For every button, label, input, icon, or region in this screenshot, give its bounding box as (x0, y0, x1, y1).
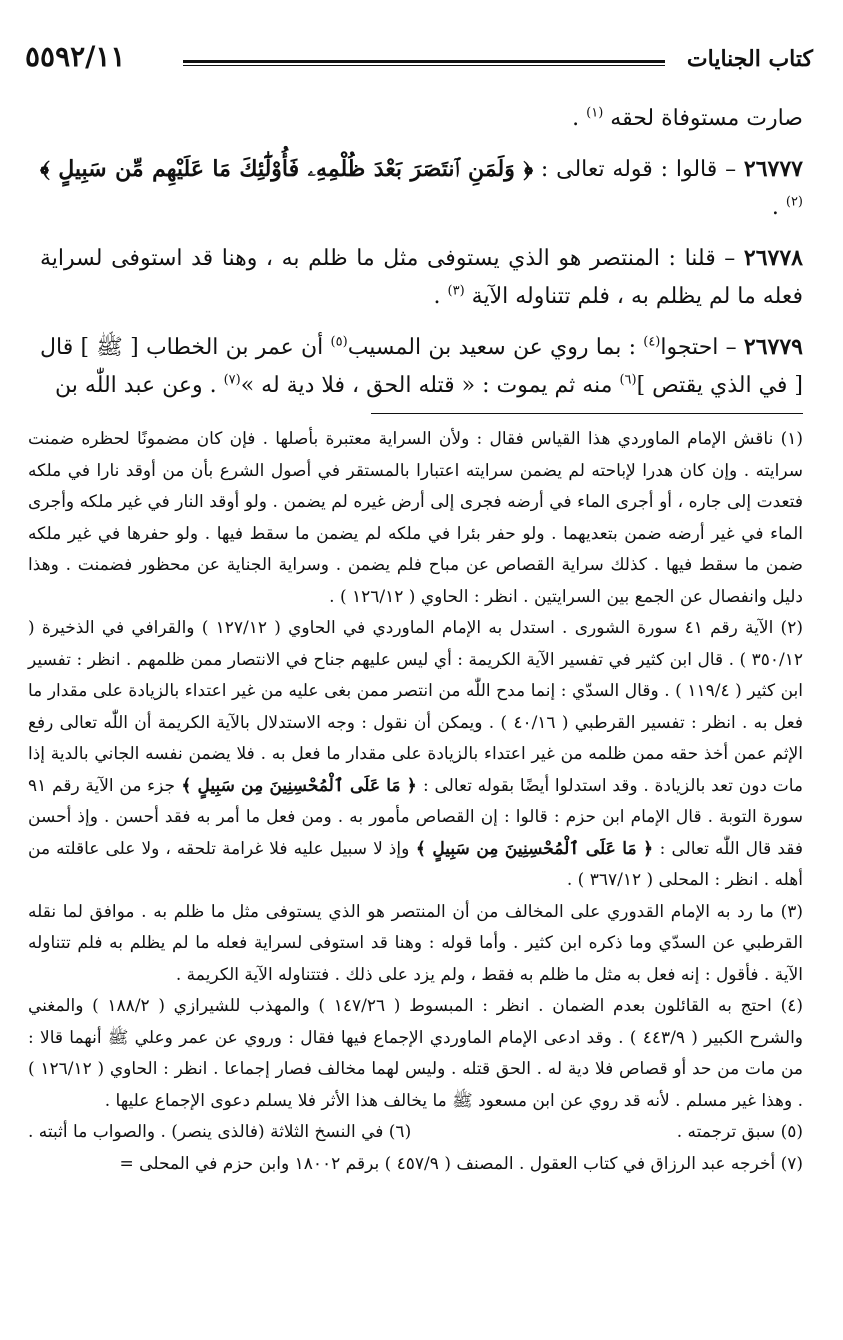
quran-verse: ﴿ مَا عَلَى ٱلْمُحْسِنِينَ مِن سَبِيلٍ ﴾ (175, 775, 423, 796)
paragraph-continuation: صارت مستوفاة لحقه $^{(١)}$ . (572, 105, 803, 131)
quran-verse: ﴿ وَلَمَنِ ٱنتَصَرَ بَعْدَ ظُلْمِهِۦ فَأُوْلَٰٓئِكَ مَا عَلَيْهِم مِّن سَبِيلٍ ﴾ (40, 156, 534, 182)
footnote-2: (٢) الآية رقم ٤١ سورة الشورى . استدل به الإمام الماوردي في الحاوي ( ١٢٧/١٢ ) والقرافي في الذخيرة ( ٣٥٠/١٢ ) . قال ابن كثير في تفسير الآية الكريمة : أي ليس عليهم جناح في الانتصار ممن ظلمهم . انظر : تفسير ابن كثير ( ١١٩/٤ ) . وقال السدّي : إنما مدح اللّٰه من انتصر ممن بغى عليه من غير اعتداء بالزيادة على مقدار ما فعل به . انظر : تفسير القرطبي ( ٤٠/١٦ ) . ويمكن أن نقول : وجه الاستدلال بالآية الكريمة أن اللّٰه تعالى رفع الإثم عمن أخذ حقه ممن ظلمه من غير اعتداء بالزيادة على مقدار ما فعل به . فلا يضمن نفسه الجاني بالدية إذا مات دون تعد بالزيادة . وقد استدلوا أيضًا بقوله تعالى : ﴿ مَا عَلَى ٱلْمُحْسِنِينَ مِن سَبِيلٍ ﴾ جزء من الآية رقم ٩١ سورة التوبة . قال الإمام ابن حزم : قالوا : إن القصاص مأمور به . ومن فعل ما أمر به فقد أحسن . وإذ أحسن فقد قال اللّٰه تعالى : ﴿ مَا عَلَى ٱلْمُحْسِنِينَ مِن سَبِيلٍ ﴾ وإذ لا سبيل عليه فلا غرامة تلحقه ، ولا على عاقلته من أهله . انظر : المحلى ( ٣٦٧/١٢ ) . (28, 618, 804, 890)
footnote-ref: (٣) (447, 283, 465, 299)
footnote-3: (٣) ما رد به الإمام القدوري على المخالف من أن المنتصر هو الذي يستوفى مثل ما ظلم به . موافق لما نقله القرطبي عن السدّي وما ذكره ابن كثير . وأما قوله : وهنا قد استوفى لسراية فعله ما لم يظلم به فلم تتناوله الآية . فأقول : إنه فعل به مثل ما ظلم به فقط ، ولم يزد على ذلك . فتتناوله الآية الكريمة . (28, 901, 803, 985)
paragraph-number: ٢٦٧٧٩ (743, 334, 803, 360)
footnotes (28, 424, 803, 1180)
page-number: ٥٥٩٢/١١ (25, 40, 126, 73)
footnote-pair (28, 1117, 803, 1149)
paragraph-number: ٢٦٧٧٧ (743, 156, 803, 182)
paragraph-26778: ٢٦٧٧٨ – قلنا : المنتصر هو الذي يستوفى مثل ما ظلم به ، وهنا قد استوفى لسراية فعله ما لم يظلم به ، فلم تتناوله الآية $^{(٣)}$ . (40, 245, 803, 309)
main-text (40, 100, 803, 417)
footnote-ref: (٧) (223, 372, 241, 388)
page-header (25, 40, 813, 80)
paragraph-number: ٢٦٧٧٨ (743, 245, 803, 271)
footnote-5: (٥) سبق ترجمته . (676, 1122, 803, 1142)
footnote-ref: (٤) (643, 334, 661, 350)
footnote-ref: (٥) (330, 334, 348, 350)
footnote-6: (٦) في النسخ الثلاثة (فالذى ينصر) . والصواب ما أثبته . (28, 1122, 412, 1142)
book-title: كتاب الجنايات (686, 46, 813, 72)
footnote-ref: (٦) (619, 372, 637, 388)
header-rule (183, 60, 665, 66)
footnote-7: (٧) أخرجه عبد الرزاق في كتاب العقول . المصنف ( ٤٥٧/٩ ) برقم ١٨٠٠٢ وابن حزم في المحلى = (119, 1153, 803, 1174)
quran-verse: ﴿ مَا عَلَى ٱلْمُحْسِنِينَ مِن سَبِيلٍ ﴾ (409, 838, 660, 859)
footnote-divider (371, 413, 803, 414)
paragraph-26779: ٢٦٧٧٩ – احتجوا$^{(٤)}$ : بما روي عن سعيد بن المسيب$^{(٥)}$ أن عمر بن الخطاب [ ﷺ ] قال [ في الذي يقتص ]$^{(٦)}$ منه ثم يموت : « قتله الحق ، فلا دية له »$^{(٧)}$ . وعن عبد اللّٰه بن (40, 334, 803, 398)
footnote-1: (١) ناقش الإمام الماوردي هذا القياس فقال : ولأن السراية معتبرة بأصلها . فإن كان مضمونًا لحظره ضمنت سرايته . وإن كان هدرا لإباحته لم يضمن سرايته اعتبارا بالمستقر في أصول الشرع بأن من أوقد نارا في ملكه فتعدت إلى جاره ، أو أجرى الماء في أرضه فجرى إلى أرض غيره لم يضمن . ولو أوقد النار في غير ملكه وأجرى الماء في غير أرضه ضمن بتعديهما . ولو حفر بئرا في ملكه لم يضمن ما سقط فيها . ولو حفرها في غير ملكه ضمن ما سقط فيها . كذلك سراية القصاص عن مباح فلم يضمن . وسراية الجناية عن محظور فضمنت . وهذا دليل وانفصال عن الجمع بين السرايتين . انظر : الحاوي ( ١٢٦/١٢ ) . (28, 429, 803, 607)
paragraph-26777: ٢٦٧٧٧ – قالوا : قوله تعالى : ﴿ وَلَمَنِ ٱنتَصَرَ بَعْدَ ظُلْمِهِۦ فَأُوْلَٰٓئِكَ مَا عَلَيْهِم مِّن سَبِيلٍ ﴾ $^{(٢)}$ . (40, 156, 803, 220)
footnote-ref: (٢) (785, 194, 803, 210)
footnote-4: (٤) احتج به القائلون بعدم الضمان . انظر : المبسوط ( ١٤٧/٢٦ ) والمهذب للشيرازي ( ١٨٨/٢ ) والمغني والشرح الكبير ( ٤٤٣/٩ ) . وقد ادعى الإمام الماوردي الإجماع فيها فقال : وروي عن عمر وعلي ﷺ أنهما قالا : من مات من حد أو قصاص فلا دية له . الحق قتله . وليس لهما مخالف فصار إجماعا . انظر : الحاوي ( ١٢٦/١٢ ) . وهذا غير مسلم . لأنه قد روي عن ابن مسعود ﷺ ما يخالف هذا الأثر فلا يسلم دعوى الإجماع عليها . (28, 996, 804, 1111)
footnote-ref: (١) (586, 105, 604, 121)
